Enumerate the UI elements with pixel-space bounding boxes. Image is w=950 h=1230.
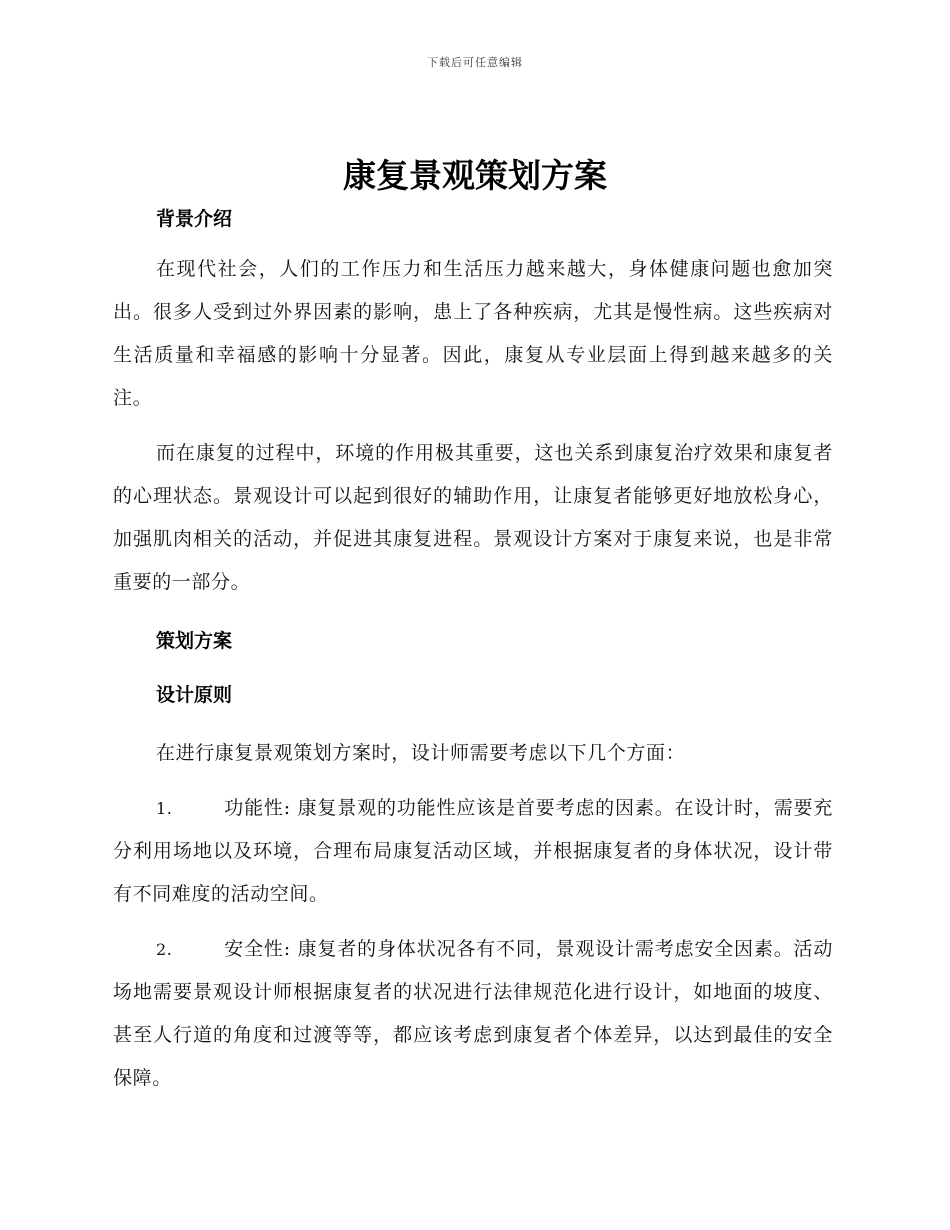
section-heading-background: 背景介绍	[156, 208, 233, 230]
document-title: 康复景观策划方案	[343, 156, 607, 195]
background-paragraph-2: 而在康复的过程中，环境的作用极其重要，这也关系到康复治疗效果和康复者的心理状态。景观设计可以起到很好的辅助作用，让康复者能够更好地放松身心，加强肌肉相关的活动，并促进其康复进程。景观设计方案对于康复来说，也是非常重要的一部分。	[113, 442, 833, 593]
principles-intro: 在进行康复景观策划方案时，设计师需要考虑以下几个方面：	[156, 742, 686, 764]
list-item-text: 安全性: 康复者的身体状况各有不同，景观设计需考虑安全因素。活动场地需要景观设计师根据康复者的状况进行法律规范化进行设计，如地面的坡度、甚至人行道的角度和过渡等等，都应该考虑到康复者个体差异，以达到最佳的安全保障。	[113, 938, 833, 1089]
section-heading-principles: 设计原则	[156, 684, 233, 706]
background-paragraph-1: 在现代社会，人们的工作压力和生活压力越来越大，身体健康问题也愈加突出。很多人受到过外界因素的影响，患上了各种疾病，尤其是慢性病。这些疾病对生活质量和幸福感的影响十分显著。因此，康复从专业层面上得到越来越多的关注。	[113, 258, 833, 409]
document-body	[113, 202, 833, 1100]
section-heading-plan: 策划方案	[156, 630, 233, 652]
header-note: 下载后可任意编辑	[427, 56, 523, 69]
list-item-number: 2.	[156, 940, 173, 959]
list-item	[113, 928, 833, 1100]
list-item	[113, 787, 833, 916]
list-item-number: 1.	[156, 799, 173, 818]
list-item-text: 功能性: 康复景观的功能性应该是首要考虑的因素。在设计时，需要充分利用场地以及环境，合理布局康复活动区域，并根据康复者的身体状况，设计带有不同难度的活动空间。	[113, 797, 833, 905]
